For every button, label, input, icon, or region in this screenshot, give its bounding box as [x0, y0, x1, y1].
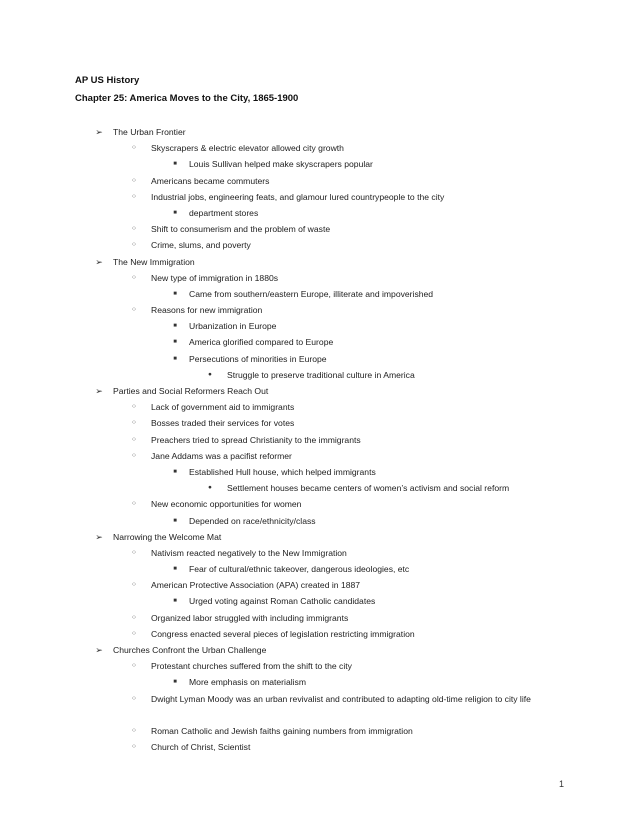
bullet-circle-icon: ○: [132, 629, 136, 637]
bullet-circle-icon: ○: [132, 500, 136, 508]
outline-item-level-4: [0, 367, 640, 383]
outline-item-text: Skyscrapers & electric elevator allowed city growth: [151, 143, 344, 154]
outline-item-level-2: [0, 691, 640, 723]
bullet-circle-icon: ○: [132, 192, 136, 200]
outline-item-level-2: [0, 723, 640, 739]
outline-item-level-3: [0, 464, 640, 480]
outline-item-level-3: [0, 286, 640, 302]
outline-item-text: Settlement houses became centers of women’s activism and social reform: [227, 483, 510, 494]
bullet-circle-icon: ○: [132, 548, 136, 556]
outline-item-level-3: [0, 156, 640, 172]
bullet-circle-icon: ○: [132, 403, 136, 411]
chapter-title: Chapter 25: America Moves to the City, 1865-1900: [75, 93, 299, 104]
bullet-arrow-icon: ➢: [95, 531, 103, 542]
bullet-circle-icon: ○: [132, 144, 136, 152]
course-title: AP US History: [75, 75, 140, 86]
bullet-circle-icon: ○: [132, 241, 136, 249]
outline-item-text: Parties and Social Reformers Reach Out: [113, 386, 269, 396]
bullet-dot-icon: ●: [208, 370, 212, 378]
bullet-dot-icon: ●: [208, 484, 212, 492]
outline-item-level-2: [0, 415, 640, 431]
outline-item-level-2: [0, 577, 640, 593]
outline-item-text: America glorified compared to Europe: [189, 337, 334, 348]
outline-item-level-2: [0, 610, 640, 626]
bullet-circle-icon: ○: [132, 694, 136, 702]
bullet-arrow-icon: ➢: [95, 256, 103, 267]
bullet-square-icon: ■: [173, 517, 177, 524]
outline-item-level-2: [0, 270, 640, 286]
outline-item-text: Lack of government aid to immigrants: [151, 402, 295, 413]
outline-item-text: Established Hull house, which helped immigrants: [189, 466, 376, 477]
outline-item-text: Shift to consumerism and the problem of waste: [151, 224, 331, 235]
outline-item-text: Preachers tried to spread Christianity to the immigrants: [151, 434, 361, 445]
outline-item-level-3: [0, 561, 640, 577]
outline-item-level-3: [0, 513, 640, 529]
bullet-circle-icon: ○: [132, 726, 136, 734]
notes-outline: [0, 124, 640, 755]
outline-item-level-2: [0, 496, 640, 512]
bullet-circle-icon: ○: [132, 613, 136, 621]
outline-item-level-1: [0, 124, 640, 140]
outline-item-text: Organized labor struggled with including immigrants: [151, 612, 349, 623]
outline-item-text: Industrial jobs, engineering feats, and glamour lured countrypeople to the city: [151, 191, 445, 202]
outline-item-level-2: [0, 140, 640, 156]
outline-item-level-2: [0, 545, 640, 561]
outline-item-level-1: [0, 383, 640, 399]
bullet-circle-icon: ○: [132, 225, 136, 233]
outline-item-level-2: [0, 189, 640, 205]
bullet-square-icon: ■: [173, 290, 177, 297]
outline-item-level-2: [0, 221, 640, 237]
outline-item-level-3: [0, 593, 640, 609]
bullet-circle-icon: ○: [132, 306, 136, 314]
bullet-arrow-icon: ➢: [95, 386, 103, 396]
outline-item-text: Fear of cultural/ethnic takeover, dangerous ideologies, etc: [189, 564, 410, 575]
outline-item-level-2: [0, 302, 640, 318]
bullet-circle-icon: ○: [132, 419, 136, 427]
outline-item-level-3: [0, 334, 640, 350]
outline-item-text: Protestant churches suffered from the shift to the city: [151, 661, 352, 672]
outline-item-level-3: [0, 351, 640, 367]
outline-item-text: The New Immigration: [113, 256, 195, 267]
outline-item-level-4: [0, 480, 640, 496]
outline-item-level-2: [0, 237, 640, 253]
outline-item-text: Church of Christ, Scientist: [151, 742, 251, 753]
bullet-circle-icon: ○: [132, 451, 136, 459]
outline-item-text: Dwight Lyman Moody was an urban revivalist and contributed to adapting old-time religion to city life: [151, 693, 531, 704]
outline-item-text: Urged voting against Roman Catholic candidates: [189, 596, 376, 607]
outline-item-text: Churches Confront the Urban Challenge: [113, 645, 267, 655]
outline-item-text: Struggle to preserve traditional culture in America: [227, 369, 415, 380]
outline-item-level-2: [0, 626, 640, 642]
outline-item-text: Congress enacted several pieces of legislation restricting immigration: [151, 628, 415, 639]
outline-item-level-3: [0, 318, 640, 334]
bullet-square-icon: ■: [173, 566, 177, 573]
bullet-circle-icon: ○: [132, 743, 136, 751]
outline-item-text: Bosses traded their services for votes: [151, 418, 295, 429]
outline-item-level-2: [0, 739, 640, 755]
outline-item-text: The Urban Frontier: [113, 127, 186, 137]
outline-item-text: Americans became commuters: [151, 175, 270, 186]
bullet-square-icon: ■: [173, 355, 177, 362]
outline-item-text: department stores: [189, 207, 259, 218]
bullet-square-icon: ■: [173, 468, 177, 475]
bullet-circle-icon: ○: [132, 662, 136, 670]
outline-item-text: Came from southern/eastern Europe, illiterate and impoverished: [189, 288, 434, 299]
bullet-arrow-icon: ➢: [95, 645, 103, 655]
outline-item-text: Nativism reacted negatively to the New Immigration: [151, 547, 347, 558]
outline-item-text: Reasons for new immigration: [151, 305, 263, 316]
outline-item-level-1: [0, 642, 640, 658]
outline-item-text: Depended on race/ethnicity/class: [189, 515, 316, 526]
page-number: 1: [559, 779, 565, 789]
bullet-circle-icon: ○: [132, 273, 136, 281]
outline-item-level-1: [0, 529, 640, 545]
outline-item-text: Narrowing the Welcome Mat: [113, 531, 222, 542]
bullet-square-icon: ■: [173, 209, 177, 216]
bullet-square-icon: ■: [173, 598, 177, 605]
outline-item-level-2: [0, 399, 640, 415]
outline-item-level-3: [0, 674, 640, 690]
bullet-circle-icon: ○: [132, 435, 136, 443]
bullet-square-icon: ■: [173, 323, 177, 330]
outline-item-text: Jane Addams was a pacifist reformer: [151, 450, 292, 461]
outline-item-text: Crime, slums, and poverty: [151, 240, 251, 251]
outline-item-text: New economic opportunities for women: [151, 499, 302, 510]
outline-item-text: More emphasis on materialism: [189, 677, 307, 688]
outline-item-level-3: [0, 205, 640, 221]
bullet-arrow-icon: ➢: [95, 127, 103, 137]
outline-item-level-1: [0, 254, 640, 270]
outline-item-text: Urbanization in Europe: [189, 321, 277, 332]
outline-item-text: Louis Sullivan helped make skyscrapers popular: [189, 159, 373, 170]
outline-item-level-2: [0, 448, 640, 464]
bullet-circle-icon: ○: [132, 176, 136, 184]
bullet-square-icon: ■: [173, 339, 177, 346]
bullet-square-icon: ■: [173, 679, 177, 686]
outline-item-text: New type of immigration in 1880s: [151, 272, 279, 283]
outline-item-level-2: [0, 658, 640, 674]
outline-item-text: Persecutions of minorities in Europe: [189, 353, 327, 364]
bullet-square-icon: ■: [173, 161, 177, 168]
bullet-circle-icon: ○: [132, 581, 136, 589]
outline-item-level-2: [0, 173, 640, 189]
outline-item-text: American Protective Association (APA) created in 1887: [151, 580, 361, 591]
outline-item-level-2: [0, 432, 640, 448]
outline-item-text: Roman Catholic and Jewish faiths gaining numbers from immigration: [151, 725, 413, 736]
